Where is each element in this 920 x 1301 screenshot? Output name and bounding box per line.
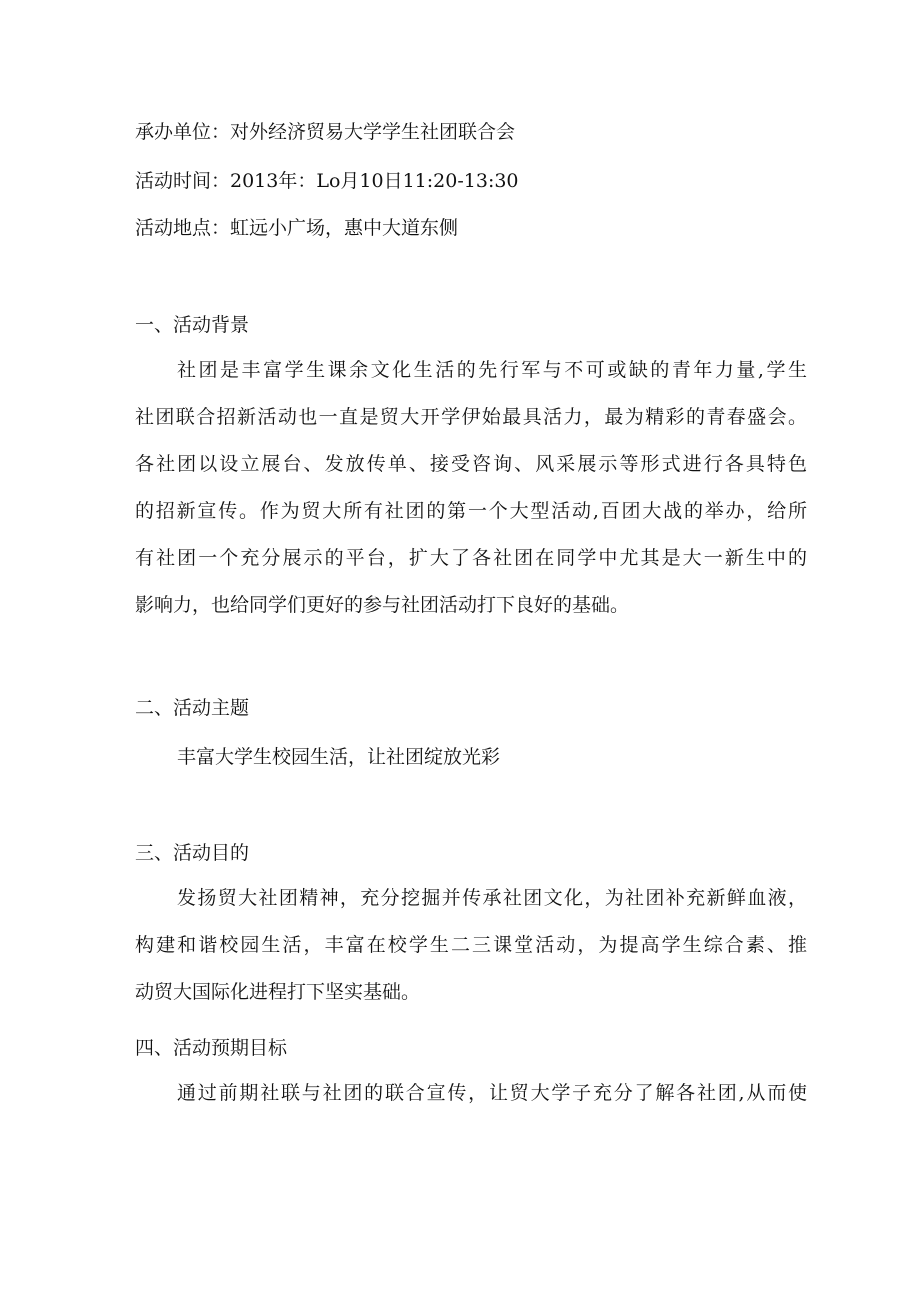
time-line: 活动时间：2013年：Lo月10日11:20-13:30: [135, 170, 519, 192]
paragraph-line: 社团是丰富学生课余文化生活的先行军与不可或缺的青年力量,学生: [177, 359, 807, 381]
section-heading-purpose: 三、活动目的: [135, 842, 250, 864]
paragraph-line: 发扬贸大社团精神，充分挖掘并传承社团文化，为社团补充新鲜血液，: [177, 887, 807, 909]
section-heading-goals: 四、活动预期目标: [135, 1037, 288, 1059]
paragraph-line: 通过前期社联与社团的联合宣传，让贸大学子充分了解各社团,从而使: [177, 1082, 807, 1104]
paragraph-line: 的招新宣传。作为贸大所有社团的第一个大型活动,百团大战的举办，给所: [135, 500, 807, 522]
paragraph-line: 各社团以设立展台、发放传单、接受咨询、风采展示等形式进行各具特色: [135, 453, 807, 475]
paragraph-line: 有社团一个充分展示的平台，扩大了各社团在同学中尤其是大一新生中的: [135, 547, 807, 569]
section-body-goals: [135, 1070, 807, 1117]
location-line: 活动地点：虹远小广场，惠中大道东侧: [135, 217, 459, 239]
theme-text: 丰富大学生校园生活，让社团绽放光彩: [177, 746, 501, 768]
paragraph-line: 影响力，也给同学们更好的参与社团活动打下良好的基础。: [135, 594, 630, 616]
paragraph-line: 动贸大国际化进程打下坚实基础。: [135, 981, 421, 1003]
paragraph-line: 构建和谐校园生活，丰富在校学生二三课堂活动，为提高学生综合素、推: [135, 934, 807, 956]
section-body-purpose: [135, 875, 807, 1016]
section-heading-theme: 二、活动主题: [135, 697, 250, 719]
section-body-background: [135, 347, 807, 629]
paragraph-line: 社团联合招新活动也一直是贸大开学伊始最具活力，最为精彩的青春盛会。: [135, 406, 807, 428]
organizer-line: 承办单位：对外经济贸易大学学生社团联合会: [135, 121, 516, 143]
section-heading-background: 一、活动背景: [135, 314, 250, 336]
